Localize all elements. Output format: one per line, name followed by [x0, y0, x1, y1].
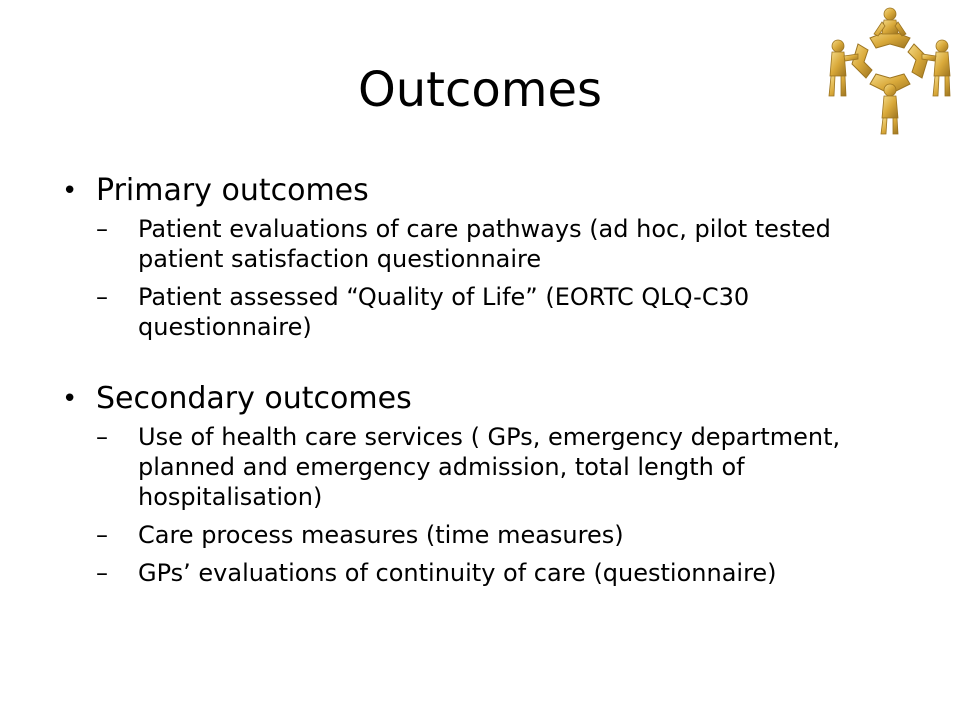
section-secondary-outcomes — [60, 380, 920, 588]
section-heading-row — [62, 172, 920, 210]
figure-right-legs — [933, 76, 950, 96]
dash-icon: – — [96, 559, 108, 587]
sub-item — [96, 214, 920, 274]
slide-body — [60, 172, 920, 596]
sub-item-text: Use of health care services ( GPs, emergency department, planned and emergency admission, total length of hospitalisation) — [138, 423, 841, 511]
slide-title: Outcomes — [357, 62, 603, 118]
sub-item-text: Care process measures (time measures) — [138, 521, 624, 549]
sub-list — [96, 214, 920, 342]
figure-right-body — [934, 52, 950, 76]
puzzle-figures-logo-icon — [818, 4, 958, 136]
section-heading-row — [62, 380, 920, 418]
figure-top-head — [884, 8, 896, 20]
bullet-dot-icon: • — [62, 176, 78, 206]
sub-item — [96, 558, 920, 588]
dash-icon: – — [96, 283, 108, 311]
bullet-dot-icon: • — [62, 384, 78, 414]
figure-left-head — [832, 40, 844, 52]
puzzle-piece-left — [852, 44, 872, 78]
dash-icon: – — [96, 521, 108, 549]
sub-item — [96, 520, 920, 550]
figure-bottom-body — [882, 96, 898, 118]
sub-item-text: Patient evaluations of care pathways (ad hoc, pilot tested patient satisfaction questionnaire — [138, 215, 831, 273]
sub-list — [96, 422, 920, 588]
section-primary-outcomes — [60, 172, 920, 342]
sub-item — [96, 282, 920, 342]
sub-item — [96, 422, 920, 512]
section-heading: Primary outcomes — [96, 173, 369, 208]
figure-left-legs — [829, 76, 846, 96]
figure-right-head — [936, 40, 948, 52]
dash-icon: – — [96, 215, 108, 243]
section-heading: Secondary outcomes — [96, 381, 412, 416]
figure-left-body — [830, 52, 846, 76]
figure-bottom-head — [884, 84, 896, 96]
puzzle-piece-right — [908, 44, 928, 78]
sub-item-text: GPs’ evaluations of continuity of care (questionnaire) — [138, 559, 777, 587]
figure-bottom-legs — [881, 118, 898, 134]
dash-icon: – — [96, 423, 108, 451]
puzzle-figures-logo-svg — [818, 4, 958, 136]
sub-item-text: Patient assessed “Quality of Life” (EORTC QLQ-C30 questionnaire) — [138, 283, 750, 341]
